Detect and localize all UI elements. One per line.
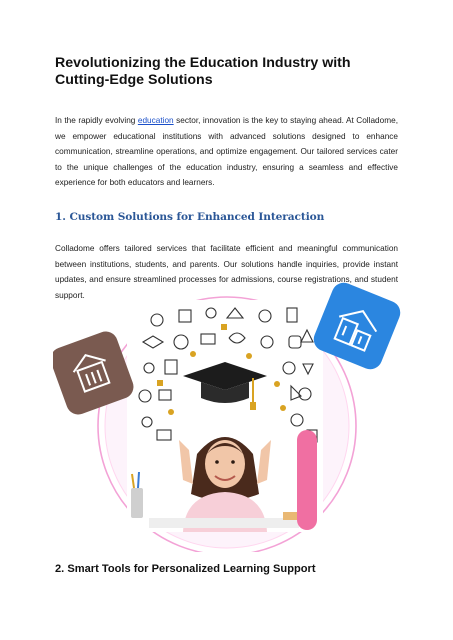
intro-text-end: sector, innovation is the key to staying ahead. At Colladome, we empower educational institutions with advanced solutions designed to enhance communication, streamline operations, and optimize engagement. Our tailored services cater to the unique challenges of the education industry, ensuring a seamless and effective experience for both educators and learners. <box>55 116 398 188</box>
chair <box>297 430 317 530</box>
intro-paragraph <box>55 113 398 191</box>
intro-text-start: In the rapidly evolving <box>55 116 138 125</box>
page-title: Revolutionizing the Education Industry with Cutting-Edge Solutions <box>55 55 351 88</box>
document-page <box>55 55 398 303</box>
section-2-heading: 2. Smart Tools for Personalized Learning Support <box>55 563 316 575</box>
section-1-paragraph: Colladome offers tailored services that facilitate efficient and meaningful communication between institutions, students, and parents. Our solutions handle inquiries, provide instant updates, and ensure streamlined processes for admissions, course registrations, and student support. <box>55 243 398 300</box>
section-1-heading: 1. Custom Solutions for Enhanced Interaction <box>55 210 325 223</box>
education-link[interactable]: education <box>137 116 174 125</box>
education-illustration <box>53 280 401 552</box>
desk <box>149 518 299 528</box>
